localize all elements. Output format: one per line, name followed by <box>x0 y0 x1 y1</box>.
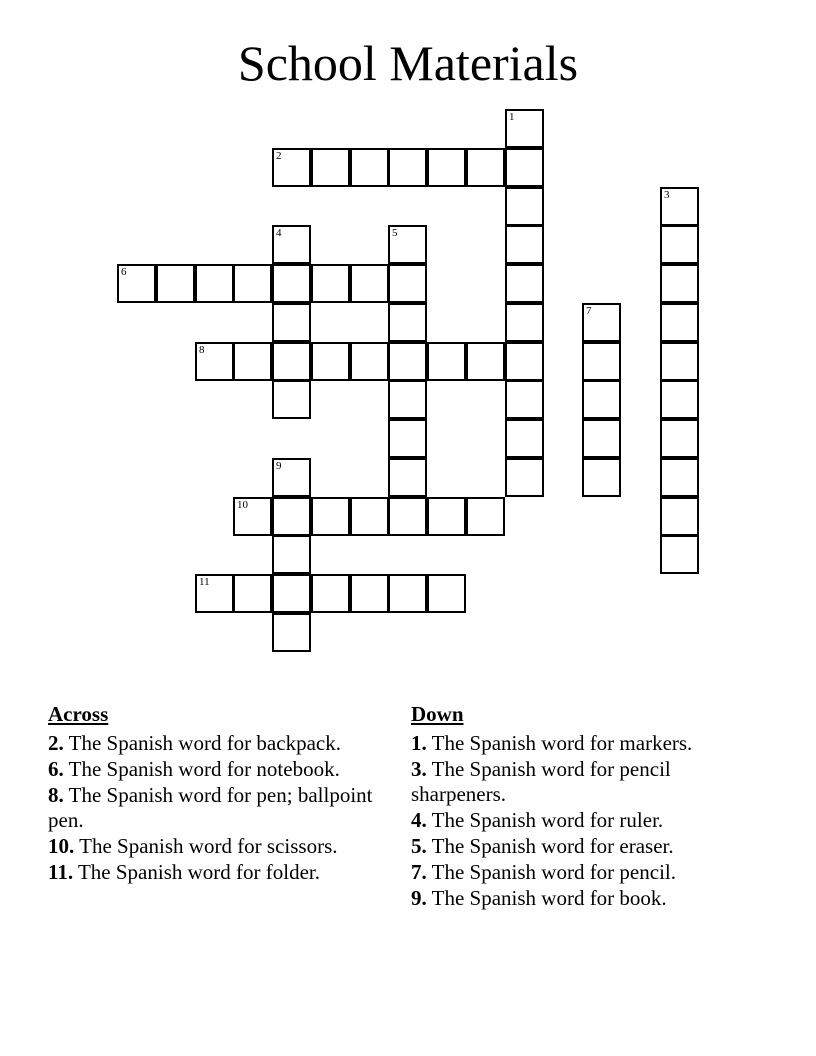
crossword-cell[interactable] <box>505 303 544 342</box>
crossword-cell[interactable] <box>466 497 505 536</box>
crossword-cell[interactable] <box>582 303 621 342</box>
crossword-cell[interactable] <box>660 187 699 226</box>
crossword-cell[interactable] <box>660 303 699 342</box>
clue-number: 2. <box>48 731 64 755</box>
crossword-cell[interactable] <box>311 342 350 381</box>
cell-number: 2 <box>276 150 282 162</box>
crossword-cell[interactable] <box>388 225 427 264</box>
down-clue <box>411 731 761 756</box>
crossword-cell[interactable] <box>311 574 350 613</box>
cell-number: 8 <box>199 344 205 356</box>
crossword-cell[interactable] <box>272 380 311 419</box>
across-heading: Across <box>48 702 109 726</box>
crossword-cell[interactable] <box>582 342 621 381</box>
clue-text: The Spanish word for markers. <box>431 731 693 755</box>
cell-number: 1 <box>509 111 515 123</box>
crossword-cell[interactable] <box>582 419 621 458</box>
crossword-cell[interactable] <box>350 574 389 613</box>
crossword-cell[interactable] <box>660 380 699 419</box>
crossword-cell[interactable] <box>660 264 699 303</box>
crossword-cell[interactable] <box>388 497 427 536</box>
crossword-cell[interactable] <box>195 574 234 613</box>
crossword-cell[interactable] <box>272 303 311 342</box>
clue-number: 1. <box>411 731 427 755</box>
cell-number: 10 <box>237 499 248 511</box>
crossword-cell[interactable] <box>505 342 544 381</box>
clue-text: The Spanish word for backpack. <box>68 731 341 755</box>
crossword-cell[interactable] <box>272 458 311 497</box>
crossword-cell[interactable] <box>311 264 350 303</box>
crossword-cell[interactable] <box>272 535 311 574</box>
puzzle-title: School Materials <box>237 35 579 91</box>
crossword-cell[interactable] <box>388 342 427 381</box>
crossword-cell[interactable] <box>582 458 621 497</box>
clue-number: 4. <box>411 808 427 832</box>
across-clues <box>48 702 388 886</box>
crossword-cell[interactable] <box>505 148 544 187</box>
crossword-cell[interactable] <box>660 342 699 381</box>
crossword-cell[interactable] <box>660 497 699 536</box>
crossword-cell[interactable] <box>660 535 699 574</box>
across-clue <box>48 731 388 756</box>
crossword-cell[interactable] <box>272 574 311 613</box>
cell-number: 9 <box>276 460 282 472</box>
crossword-cell[interactable] <box>195 264 234 303</box>
crossword-cell[interactable] <box>505 380 544 419</box>
clue-text: The Spanish word for folder. <box>77 860 321 884</box>
cell-number: 5 <box>392 227 398 239</box>
clue-text: The Spanish word for pencil. <box>431 860 676 884</box>
clue-text: The Spanish word for book. <box>431 886 667 910</box>
crossword-cell[interactable] <box>582 380 621 419</box>
clue-text: The Spanish word for pen; ballpoint pen. <box>48 783 373 832</box>
crossword-cell[interactable] <box>233 497 272 536</box>
crossword-cell[interactable] <box>660 225 699 264</box>
cell-number: 6 <box>121 266 127 278</box>
crossword-cell[interactable] <box>427 342 466 381</box>
crossword-cell[interactable] <box>505 109 544 148</box>
crossword-cell[interactable] <box>388 380 427 419</box>
clue-number: 3. <box>411 757 427 781</box>
crossword-cell[interactable] <box>660 419 699 458</box>
crossword-cell[interactable] <box>427 574 466 613</box>
clue-text: The Spanish word for notebook. <box>68 757 340 781</box>
crossword-cell[interactable] <box>466 342 505 381</box>
crossword-cell[interactable] <box>505 458 544 497</box>
clue-number: 11. <box>48 860 74 884</box>
down-clue <box>411 886 761 911</box>
crossword-cell[interactable] <box>272 148 311 187</box>
crossword-cell[interactable] <box>233 264 272 303</box>
crossword-cell[interactable] <box>388 458 427 497</box>
down-heading: Down <box>411 702 464 726</box>
cell-number: 4 <box>276 227 282 239</box>
crossword-cell[interactable] <box>272 497 311 536</box>
crossword-cell[interactable] <box>311 148 350 187</box>
crossword-cell[interactable] <box>350 148 389 187</box>
crossword-cell[interactable] <box>660 458 699 497</box>
crossword-cell[interactable] <box>272 264 311 303</box>
clue-number: 6. <box>48 757 64 781</box>
crossword-cell[interactable] <box>388 574 427 613</box>
cell-number: 11 <box>199 576 210 588</box>
crossword-cell[interactable] <box>156 264 195 303</box>
clue-number: 7. <box>411 860 427 884</box>
crossword-cell[interactable] <box>427 148 466 187</box>
crossword-cell[interactable] <box>272 613 311 652</box>
down-clue <box>411 860 761 885</box>
crossword-cell[interactable] <box>272 225 311 264</box>
crossword-cell[interactable] <box>388 419 427 458</box>
crossword-cell[interactable] <box>388 303 427 342</box>
down-clue <box>411 834 761 859</box>
crossword-cell[interactable] <box>350 342 389 381</box>
clue-number: 5. <box>411 834 427 858</box>
crossword-cell[interactable] <box>311 497 350 536</box>
down-clues <box>411 702 761 912</box>
crossword-cell[interactable] <box>427 497 466 536</box>
clue-text: The Spanish word for scissors. <box>79 834 338 858</box>
across-clue <box>48 783 388 833</box>
cell-number: 3 <box>664 189 670 201</box>
clue-number: 8. <box>48 783 64 807</box>
crossword-cell[interactable] <box>233 574 272 613</box>
crossword-cell[interactable] <box>195 342 234 381</box>
across-clue <box>48 757 388 782</box>
clue-text: The Spanish word for eraser. <box>431 834 674 858</box>
crossword-cell[interactable] <box>117 264 156 303</box>
crossword-cell[interactable] <box>466 148 505 187</box>
across-clue <box>48 860 388 885</box>
clue-text: The Spanish word for pencil sharpeners. <box>411 757 671 806</box>
crossword-cell[interactable] <box>505 264 544 303</box>
clue-number: 9. <box>411 886 427 910</box>
crossword-cell[interactable] <box>388 264 427 303</box>
crossword-cell[interactable] <box>505 187 544 226</box>
crossword-cell[interactable] <box>350 264 389 303</box>
crossword-cell[interactable] <box>233 342 272 381</box>
crossword-cell[interactable] <box>272 342 311 381</box>
across-clue <box>48 834 388 859</box>
crossword-cell[interactable] <box>505 225 544 264</box>
crossword-cell[interactable] <box>505 419 544 458</box>
crossword-cell[interactable] <box>388 148 427 187</box>
clue-text: The Spanish word for ruler. <box>431 808 664 832</box>
clue-number: 10. <box>48 834 75 858</box>
crossword-cell[interactable] <box>350 497 389 536</box>
down-clue <box>411 808 761 833</box>
cell-number: 7 <box>586 305 592 317</box>
down-clue <box>411 757 761 807</box>
